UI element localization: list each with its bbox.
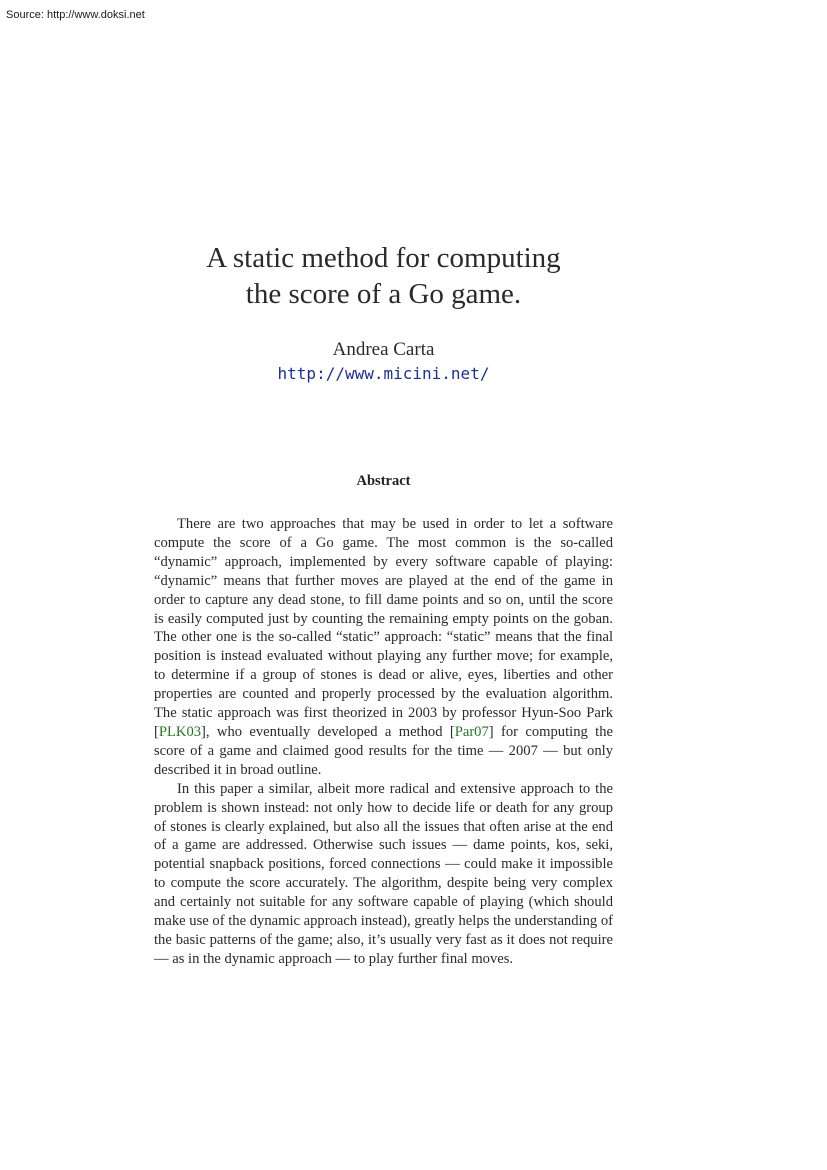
title-block [0,240,767,385]
citation-link-plk03[interactable]: PLK03 [158,723,202,740]
source-line: Source: http://www.doksi.net [6,9,145,21]
paper-title-line-1: A static method for computing [206,242,561,274]
abstract-p1-text-b: ], who eventually developed a method [ [201,723,455,740]
citation-link-par07[interactable]: Par07 [454,723,489,740]
author-url-link[interactable]: http://www.micini.net/ [277,364,490,383]
paper-title-line-2: the score of a Go game. [245,278,522,310]
abstract-body [154,515,613,969]
abstract-p1-text-c: ] for computing the score of a game and claimed good results for the time — 2007 — but only described it in broad outline. [154,723,613,778]
abstract-paragraph-1 [154,515,613,780]
author-name: Andrea Carta [332,339,435,360]
abstract-paragraph-2: In this paper a similar, albeit more radical and extensive approach to the problem is shown instead: not only how to decide life or death for any group of stones is clearly explained, but also all the issues that often arise at the end of a game are addressed. Otherwise such issues — dame points, kos, seki, potential snapback positions, forced connections — could make it impossible to compute the score accurately. The algorithm, despite being very complex and certainly not suitable for any software capable of playing (which should make use of the dynamic approach instead), greatly helps the understanding of the basic patterns of the game; also, it’s usually very fast as it does not require — as in the dynamic approach — to play further final moves. [154,780,613,967]
abstract-p1-text-a: There are two approaches that may be used in order to let a software compute the score of a Go game. The most common is the so-called “dynamic” approach, implemented by every software capable of playing: “dynamic” means that further moves are played at the end of the game in order to capture any dead stone, to fill dame points and so on, until the score is easily computed just by counting the remaining empty points on the goban. The other one is the so-called “static” approach: “static” means that the final position is instead evaluated without playing any further move; for example, to determine if a group of stones is dead or alive, eyes, liberties and other properties are counted and properly processed by the evaluation algorithm. The static approach was first theorized in 2003 by professor Hyun-Soo Park [ [154,516,613,740]
paper-title [0,240,767,312]
abstract-heading: Abstract [356,473,411,489]
